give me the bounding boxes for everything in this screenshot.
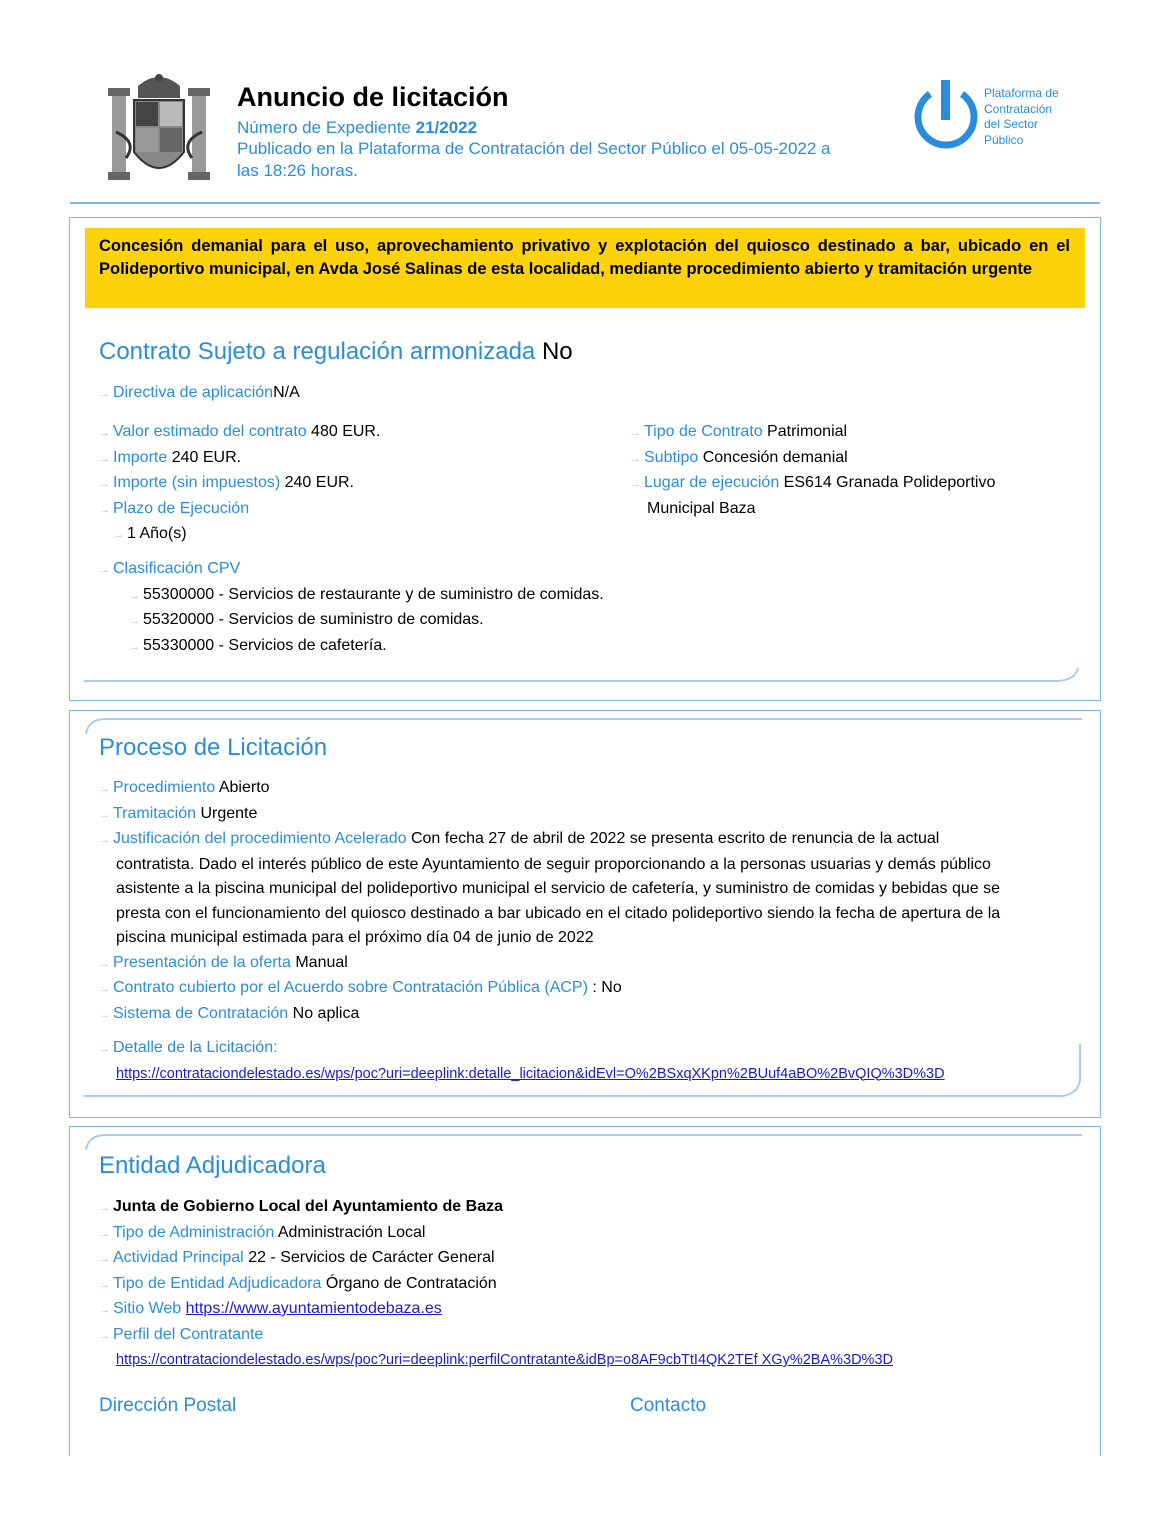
valor-value: 480 EUR.: [311, 423, 381, 440]
plataforma-logo: [908, 78, 1078, 158]
expediente-label: Número de Expediente: [237, 118, 411, 137]
contrato-right-column: [630, 420, 995, 521]
tipo-label: Tipo de Contrato: [644, 423, 763, 440]
arrow-icon: →: [129, 589, 140, 602]
arrow-icon: →: [99, 1202, 110, 1214]
actividad-row: [99, 1246, 893, 1272]
cpv-label-row: [99, 557, 604, 583]
arrow-icon: →: [630, 452, 641, 465]
importe-sin-value: 240 EUR.: [284, 474, 354, 491]
tipo-admin-value: Administración Local: [277, 1223, 426, 1241]
procedimiento-value: Abierto: [218, 779, 270, 796]
subtipo-value: Concesión demanial: [702, 448, 848, 466]
justificacion-line-3: asistente a la piscina municipal del polideportivo municipal el servicio de cafetería, y suministro de comidas y bebidas que se: [116, 880, 1001, 897]
justificacion-label: Justificación del procedimiento Acelerado: [113, 830, 407, 847]
list-item: [99, 634, 604, 660]
justificacion-line-1: Con fecha 27 de abril de 2022 se presenta escrito de renuncia de la actual: [410, 830, 940, 847]
tipo-value: Patrimonial: [767, 423, 848, 440]
arrow-icon: →: [99, 1253, 110, 1265]
list-item: [99, 583, 604, 609]
arrow-icon: →: [99, 957, 110, 970]
plazo-row: [99, 497, 380, 523]
coat-of-arms-logo: [108, 72, 210, 184]
expediente-value: 21/2022: [415, 118, 478, 137]
perfil-label: Perfil del Contratante: [113, 1325, 264, 1343]
web-label: Sitio Web: [113, 1300, 182, 1317]
importe-row: [99, 446, 380, 472]
justificacion-row: [99, 827, 1000, 853]
arrow-icon: →: [99, 1008, 110, 1021]
tipo-entidad-value: Órgano de Contratación: [325, 1274, 497, 1292]
presentacion-value: Manual: [295, 953, 348, 971]
sistema-value: No aplica: [292, 1004, 360, 1022]
cpv-section: [99, 557, 604, 659]
directiva-row: [99, 381, 300, 407]
procedimiento-label: Procedimiento: [113, 779, 216, 796]
sistema-label: Sistema de Contratación: [113, 1004, 289, 1022]
publicado-line-1: Publicado en la Plataforma de Contratación del Sector Público el 05-05-2022 a: [237, 139, 831, 158]
objeto-highlight: [85, 228, 1085, 308]
cpv-item-3: 55330000 - Servicios de cafetería.: [143, 636, 387, 654]
acp-label: Contrato cubierto por el Acuerdo sobre Contratación Pública (ACP): [113, 979, 588, 996]
cpv-label: Clasificación CPV: [113, 560, 241, 577]
power-icon: [908, 78, 984, 154]
tipo-entidad-label: Tipo de Entidad Adjudicadora: [113, 1274, 322, 1292]
subtipo-row: [630, 446, 995, 472]
detalle-link[interactable]: https://contrataciondelestado.es/wps/poc?uri=deeplink:detalle_licitacion&idEvl=O%2BSxqXKpn%2BUuf4aBO%2BvQIQ%3D%3D: [116, 1065, 945, 1082]
sistema-row: [99, 1002, 1000, 1028]
expediente-line: [237, 118, 477, 138]
arrow-icon: →: [113, 529, 124, 541]
tramitacion-label: Tramitación: [113, 804, 196, 822]
valor-row: [99, 420, 380, 446]
importe-sin-row: [99, 471, 380, 497]
logo-line-1: Plataforma de: [984, 86, 1059, 100]
justificacion-line-row: [99, 877, 1000, 902]
importe-sin-label: Importe (sin impuestos): [113, 474, 281, 491]
box-corner-decoration: [82, 716, 1082, 736]
tipo-admin-row: [99, 1221, 893, 1247]
lugar-row: [630, 471, 995, 497]
justificacion-line-4: presta con el funcionamiento del quiosco destinado a bar ubicado en el citado polideportivo siendo la fecha de apertura de la: [116, 904, 1001, 922]
arrow-icon: →: [99, 503, 110, 516]
perfil-row: [99, 1323, 893, 1349]
arrow-icon: →: [99, 983, 110, 995]
header-divider: [70, 202, 1100, 204]
arrow-icon: →: [99, 427, 110, 439]
page-title: Anuncio de licitación: [237, 82, 509, 112]
arrow-icon: →: [99, 1304, 110, 1316]
justificacion-line-2: contratista. Dado el interés público de este Ayuntamiento de seguir proporcionando a la personas usuarias y demás público: [116, 855, 991, 873]
list-item: [99, 608, 604, 634]
contrato-title: [99, 338, 573, 366]
perfil-link[interactable]: https://contrataciondelestado.es/wps/poc?uri=deeplink:perfilContratante&idBp=o8AF9cbTtI4QK2TEf XGy%2BA%3D%3D: [116, 1352, 893, 1368]
arrow-icon: →: [99, 1329, 110, 1342]
contrato-title-value: No: [541, 338, 573, 365]
arrow-icon: →: [630, 478, 641, 490]
logo-line-3: del Sector: [984, 117, 1039, 131]
arrow-icon: →: [99, 1043, 110, 1055]
importe-value: 240 EUR.: [171, 448, 242, 466]
valor-label: Valor estimado del contrato: [113, 423, 307, 440]
tipo-entidad-row: [99, 1272, 893, 1298]
plazo-value: 1 Año(s): [127, 525, 187, 542]
arrow-icon: →: [99, 1278, 110, 1291]
lugar-label: Lugar de ejecución: [644, 474, 780, 491]
entidad-nombre-row: [99, 1195, 893, 1221]
lugar-row-2: [630, 497, 995, 522]
procedimiento-row: [99, 776, 1000, 802]
actividad-label: Actividad Principal: [113, 1249, 244, 1266]
box-corner-decoration: [82, 1132, 1082, 1152]
arrow-icon: →: [99, 564, 110, 576]
cpv-item-2: 55320000 - Servicios de suministro de comidas.: [143, 611, 484, 628]
entidad-title: Entidad Adjudicadora: [99, 1152, 326, 1179]
justificacion-line-5: piscina municipal estimada para el próximo día 04 de junio de 2022: [116, 929, 594, 946]
cpv-item-1: 55300000 - Servicios de restaurante y de suministro de comidas.: [143, 585, 604, 603]
directiva-label: Directiva de aplicación: [113, 384, 274, 401]
arrow-icon: →: [630, 427, 641, 439]
justificacion-line-row: [99, 853, 1000, 878]
arrow-icon: →: [99, 478, 110, 490]
tramitacion-value: Urgente: [200, 804, 258, 822]
logo-line-4: Público: [984, 132, 1024, 147]
arrow-icon: →: [99, 388, 110, 400]
box-corner-decoration: [84, 1040, 1084, 1100]
arrow-icon: →: [129, 640, 140, 653]
importe-label: Importe: [113, 448, 168, 466]
acp-row: [99, 976, 1000, 1002]
arrow-icon: →: [99, 452, 110, 465]
arrow-icon: →: [99, 1227, 110, 1240]
logo-line-2: Contratación: [984, 101, 1053, 116]
contacto-heading: Contacto: [630, 1395, 707, 1416]
plazo-label: Plazo de Ejecución: [113, 499, 250, 517]
lugar-value-1: ES614 Granada Polideportivo: [783, 474, 996, 491]
subtipo-label: Subtipo: [644, 448, 699, 466]
proceso-title: Proceso de Licitación: [99, 734, 328, 761]
contrato-left-column: [99, 420, 380, 548]
tramitacion-row: [99, 802, 1000, 828]
entidad-rows: [99, 1195, 893, 1373]
proceso-rows: [99, 776, 1000, 1027]
entidad-nombre: Junta de Gobierno Local del Ayuntamiento de Baza: [113, 1198, 503, 1215]
plazo-value-row: [99, 522, 380, 548]
presentacion-row: [99, 951, 1000, 977]
web-row: [99, 1297, 893, 1323]
directiva-value: N/A: [273, 384, 300, 401]
contrato-title-label: Contrato Sujeto a regulación armonizada: [99, 338, 536, 365]
box-corner-decoration: [84, 664, 1084, 686]
arrow-icon: →: [99, 834, 110, 846]
arrow-icon: →: [99, 808, 110, 821]
web-link[interactable]: https://www.ayuntamientodebaza.es: [185, 1300, 442, 1317]
objeto-text: Concesión demanial para el uso, aprovechamiento privativo y explotación del quiosco destinado a bar, ubicado en el Polideportivo municipal, en Avda José Salinas de esta localidad, mediante procedimiento abierto y tramitación urgente: [99, 237, 1070, 278]
publicado-line-2: las 18:26 horas.: [237, 161, 358, 180]
arrow-icon: →: [99, 783, 110, 795]
justificacion-line-row: [99, 926, 1000, 951]
acp-value: : No: [592, 979, 622, 996]
presentacion-label: Presentación de la oferta: [113, 953, 291, 971]
direccion-postal-heading: Dirección Postal: [99, 1395, 237, 1416]
tipo-admin-label: Tipo de Administración: [113, 1223, 275, 1241]
lugar-value-2: Municipal Baza: [647, 499, 756, 517]
arrow-icon: →: [129, 615, 140, 627]
detalle-label: Detalle de la Licitación:: [113, 1039, 278, 1056]
tipo-row: [630, 420, 995, 446]
justificacion-line-row: [99, 902, 1000, 927]
actividad-value: 22 - Servicios de Carácter General: [248, 1249, 495, 1266]
